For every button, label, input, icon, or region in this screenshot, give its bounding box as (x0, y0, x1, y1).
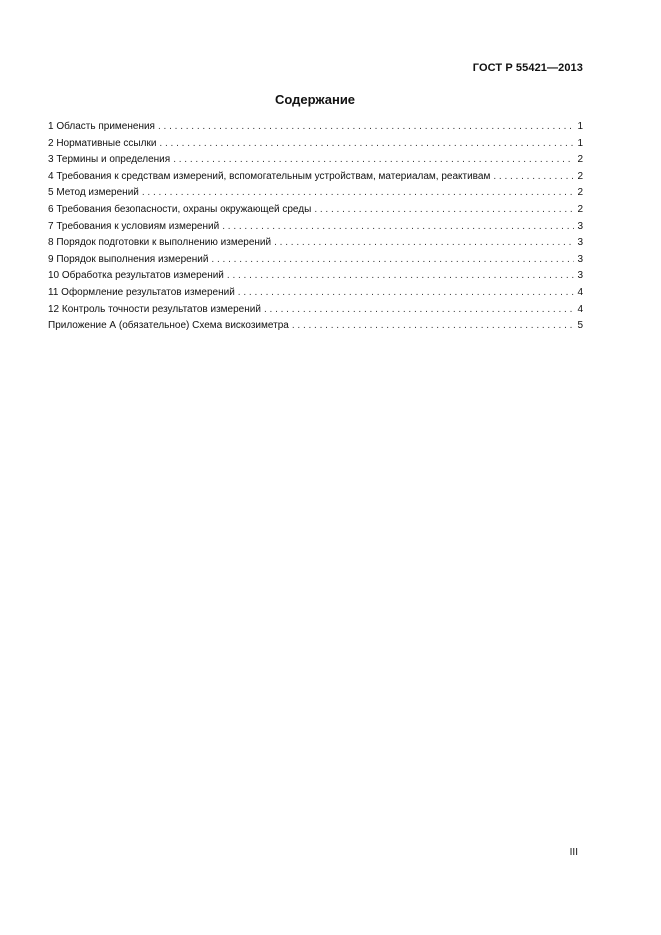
toc-dot-leader (227, 268, 575, 285)
toc-entry[interactable] (48, 169, 583, 186)
toc-entry-text: 5 Метод измерений (48, 187, 139, 199)
toc-entry[interactable] (48, 185, 583, 202)
table-of-contents (48, 119, 583, 335)
toc-entry[interactable] (48, 202, 583, 219)
toc-entry[interactable] (48, 318, 583, 335)
toc-entry-text: 6 Требования безопасности, охраны окружающей среды (48, 203, 312, 215)
toc-dot-leader (274, 235, 574, 252)
toc-entry[interactable] (48, 268, 583, 285)
toc-entry-text: 2 Нормативные ссылки (48, 137, 157, 149)
document-header-standard-code: ГОСТ Р 55421—2013 (472, 62, 583, 74)
toc-entry-text: 11 Оформление результатов измерений (48, 286, 235, 298)
toc-dot-leader (211, 252, 574, 269)
toc-entry-text: 8 Порядок подготовки к выполнению измерений (48, 237, 272, 249)
toc-dot-leader (173, 152, 574, 169)
toc-entry[interactable] (48, 285, 583, 302)
toc-entry-page: 3 (577, 270, 583, 282)
page-number: III (569, 847, 578, 858)
toc-dot-leader (264, 302, 574, 319)
toc-entry-page: 1 (577, 121, 583, 132)
toc-entry-page: 4 (577, 303, 583, 315)
toc-entry-page: 3 (577, 253, 583, 265)
toc-dot-leader (142, 185, 575, 202)
toc-entry[interactable] (48, 119, 583, 136)
toc-entry-page: 3 (577, 220, 583, 232)
toc-entry-text: 4 Требования к средствам измерений, вспомогательным устройствам, материалам, реактивам (48, 170, 491, 182)
toc-dot-leader (238, 285, 575, 302)
toc-dot-leader (493, 169, 574, 186)
toc-entry-text: 7 Требования к условиям измерений (48, 220, 220, 232)
toc-entry-page: 4 (577, 286, 583, 298)
toc-entry-text: 1 Область применения (48, 121, 155, 132)
toc-entry[interactable] (48, 152, 583, 169)
toc-entry-text: 12 Контроль точности результатов измерений (48, 303, 261, 315)
toc-entry-text: Приложение А (обязательное) Схема вискозиметра (48, 320, 289, 332)
toc-entry[interactable] (48, 235, 583, 252)
toc-entry-text: 3 Термины и определения (48, 154, 171, 166)
toc-entry-text: 10 Обработка результатов измерений (48, 270, 224, 282)
toc-entry[interactable] (48, 136, 583, 153)
toc-entry-page: 5 (577, 320, 583, 332)
toc-entry[interactable] (48, 302, 583, 319)
toc-dot-leader (159, 136, 574, 153)
toc-entry-page: 2 (577, 203, 583, 215)
toc-dot-leader (292, 318, 575, 335)
toc-entry-page: 1 (577, 137, 583, 149)
toc-entry-page: 3 (577, 237, 583, 249)
toc-dot-leader (314, 202, 574, 219)
toc-entry-page: 2 (577, 187, 583, 199)
toc-entry[interactable] (48, 252, 583, 269)
toc-entry-page: 2 (577, 154, 583, 166)
toc-dot-leader (222, 219, 574, 236)
toc-entry-text: 9 Порядок выполнения измерений (48, 253, 209, 265)
toc-entry-page: 2 (577, 170, 583, 182)
toc-title: Содержание (274, 92, 356, 107)
toc-entry[interactable] (48, 219, 583, 236)
toc-dot-leader (158, 119, 574, 136)
